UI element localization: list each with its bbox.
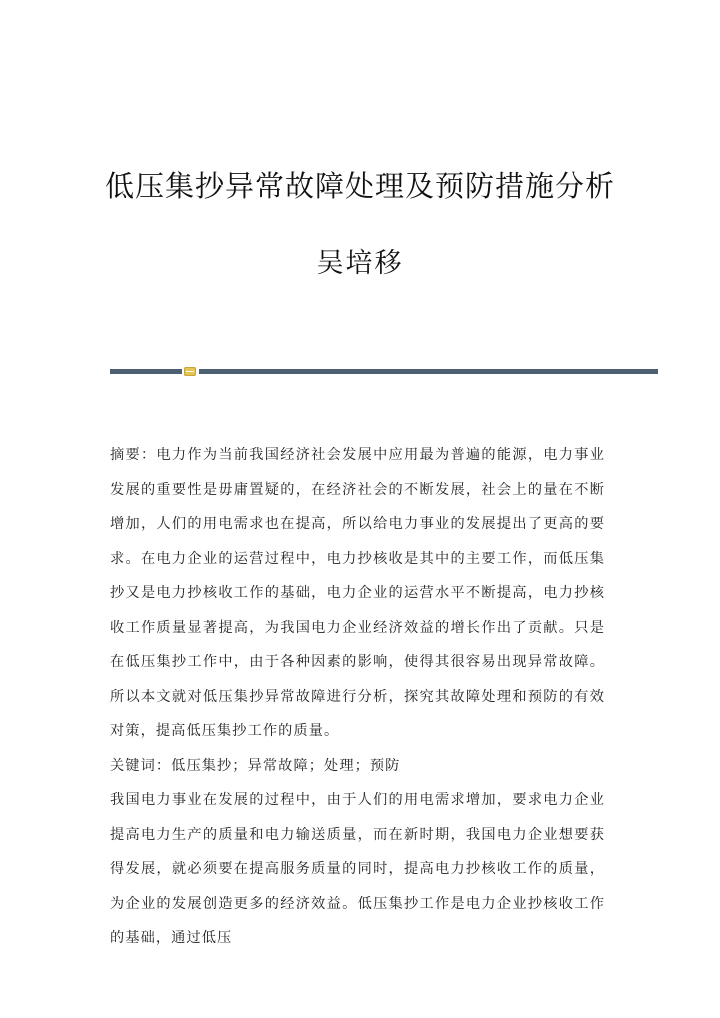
divider-bar-right — [199, 369, 658, 374]
divider-ornament-icon — [184, 367, 196, 376]
document-body — [110, 438, 605, 956]
title-divider — [110, 366, 658, 378]
document-title: 低压集抄异常故障处理及预防措施分析 — [104, 169, 615, 203]
author-name: 吴培移 — [316, 248, 404, 279]
keywords-line: 关键词：低压集抄；异常故障；处理；预防 — [110, 757, 401, 774]
abstract-paragraph: 摘要：电力作为当前我国经济社会发展中应用最为普遍的能源，电力事业发展的重要性是毋庸置疑的，在经济社会的不断发展，社会上的量在不断增加，人们的用电需求也在提高，所以给电力事业的发展提出了更高的要求。在电力企业的运营过程中，电力抄核收是其中的主要工作，而低压集抄又是电力抄核收工作的基础，电力企业的运营水平不断提高，电力抄核收工作质量显著提高，为我国电力企业经济效益的增长作出了贡献。只是在低压集抄工作中，由于各种因素的影响，使得其很容易出现异常故障。所以本文就对低压集抄异常故障进行分析，探究其故障处理和预防的有效对策，提高低压集抄工作的质量。 — [110, 447, 605, 739]
body-paragraph: 我国电力事业在发展的过程中，由于人们的用电需求增加，要求电力企业提高电力生产的质量和电力输送质量，而在新时期，我国电力企业想要获得发展，就必须要在提高服务质量的同时，提高电力抄核收工作的质量，为企业的发展创造更多的经济效益。低压集抄工作是电力企业抄核收工作的基础，通过低压 — [110, 792, 605, 946]
divider-bar-left — [110, 369, 182, 374]
